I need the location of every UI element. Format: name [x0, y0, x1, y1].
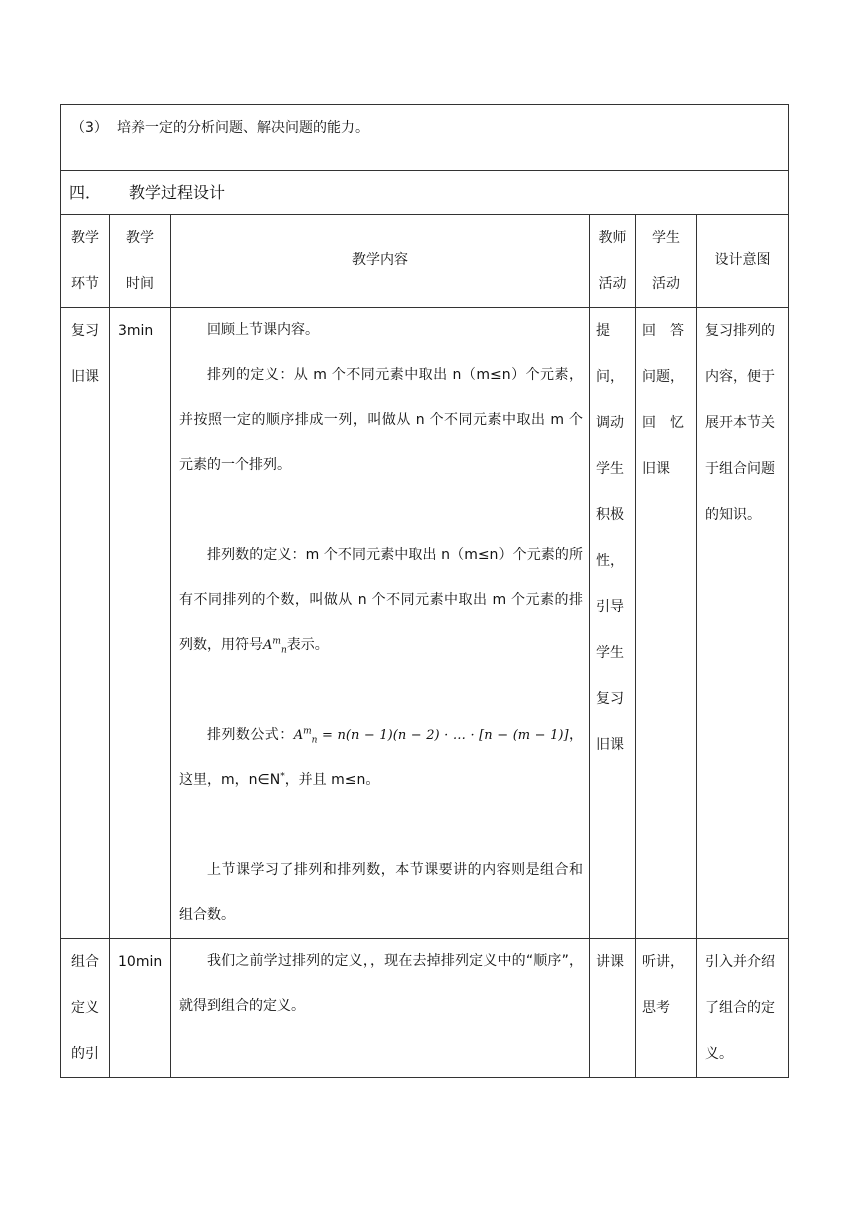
- content-paragraph: 上节课学习了排列和排列数，本节课要讲的内容则是组合和组合数。: [179, 862, 583, 923]
- row-student-activity: 回 答 问题， 回 忆 旧课: [642, 323, 684, 477]
- header-time: 教学 时间: [126, 230, 154, 292]
- content-paragraph: 我们之前学过排列的定义，，现在去掉排列定义中的“顺序”，就得到组合的定义。: [179, 953, 583, 1014]
- header-teacher: 教师 活动: [598, 230, 627, 292]
- section-heading-row: [61, 171, 789, 215]
- row-content: [171, 939, 589, 1029]
- row-content: [171, 308, 589, 938]
- header-student: 学生 活动: [652, 230, 680, 292]
- content-paragraph: 排列数公式：$A^m_n = n(n - 1)(n - 2)$ · … · [n − (m − 1)]，这里，m，n∈N*，并且 m≤n。: [179, 726, 584, 788]
- header-intent: 设计意图: [714, 252, 771, 268]
- row-design-intent: 复习排列的 内容，便于 展开本节关 于组合问题 的知识。: [705, 323, 775, 523]
- goal-text: 培养一定的分析问题、解决问题的能力。: [117, 120, 369, 136]
- table-row: [61, 308, 789, 939]
- row-design-intent: 引入并介绍 了组合的定 义。: [705, 954, 775, 1062]
- goal-row: [61, 105, 789, 171]
- permutation-formula: $A^m_n = n(n - 1)(n - 2)$ · … · [n − (m − 1)]: [293, 726, 569, 746]
- row-stage: 复习 旧课: [71, 323, 99, 385]
- permutation-symbol: $A^m_n$: [263, 636, 287, 656]
- header-content: 教学内容: [352, 252, 408, 268]
- table-header-row: [61, 215, 789, 308]
- lesson-plan-table: [60, 104, 789, 1078]
- content-paragraph: 排列数的定义：m 个不同元素中取出 n（m≤n）个元素的所有不同排列的个数，叫做从 n 个不同元素中取出 m 个元素的排列数，用符号$A^m_n$表示。: [179, 547, 583, 656]
- row-teacher-activity: 提 问， 调动 学生 积极 性， 引导 学生 复习 旧课: [596, 323, 624, 753]
- row-student-activity: 听讲， 思考: [642, 954, 684, 1016]
- table-row: [61, 939, 789, 1078]
- row-time: 10min: [118, 954, 163, 970]
- section-number: 四．: [69, 183, 102, 202]
- row-stage: 组合 定义 的引: [71, 954, 99, 1062]
- content-paragraph: 回顾上节课内容。: [207, 322, 319, 338]
- header-stage: 教学 环节: [71, 230, 99, 292]
- row-time: 3min: [118, 323, 154, 339]
- section-title: 教学过程设计: [129, 183, 226, 202]
- row-teacher-activity: 讲课: [596, 954, 624, 970]
- content-paragraph: 排列的定义：从 m 个不同元素中取出 n（m≤n）个元素，并按照一定的顺序排成一列，叫做从 n 个不同元素中取出 m 个元素的一个排列。: [179, 367, 583, 473]
- goal-number: （3）: [71, 120, 108, 136]
